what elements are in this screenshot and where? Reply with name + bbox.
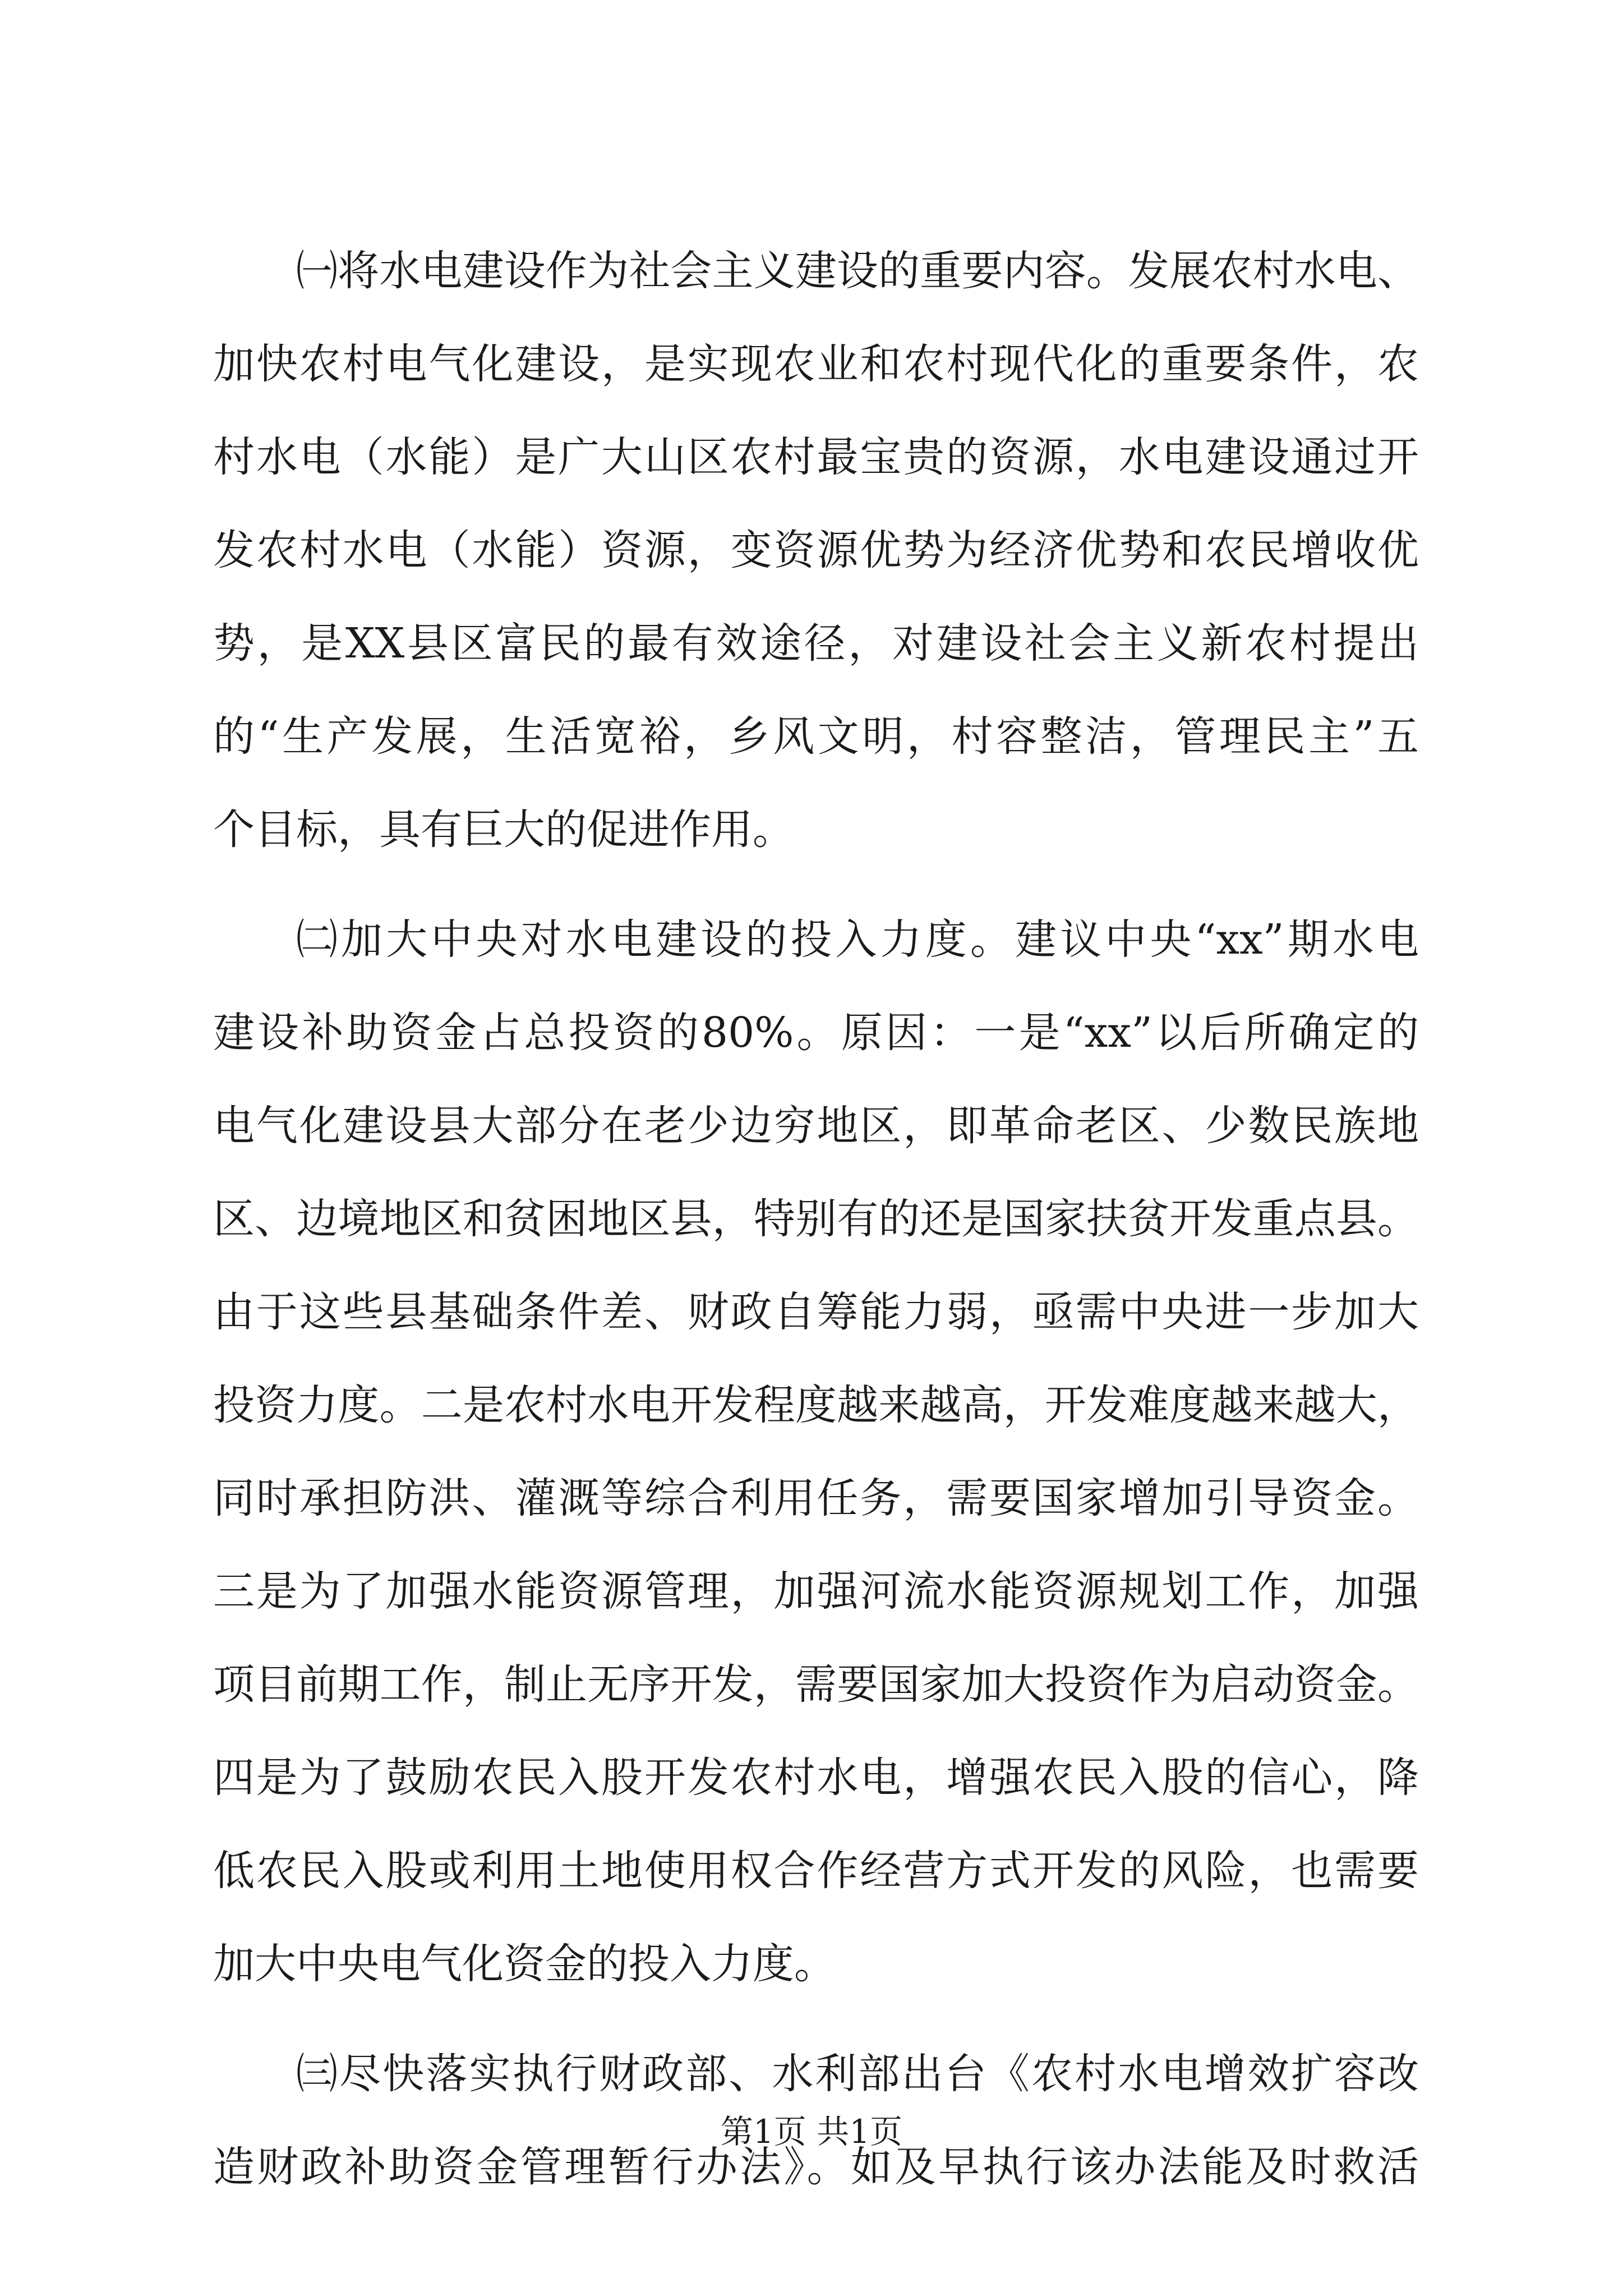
paragraph-1-line-2: 加快农村电气化建设，是实现农业和农村现代化的重要条件，农 xyxy=(213,340,1419,388)
paragraph-2-line-10: 四是为了鼓励农民入股开发农村水电，增强农民入股的信心，降 xyxy=(213,1754,1419,1802)
paragraph-2-line-2: 建设补助资金占总投资的80%。原因：一是“xx”以后所确定的 xyxy=(213,1009,1419,1057)
paragraph-3-line-2: 造财政补助资金管理暂行办法》。如及早执行该办法能及时救活 xyxy=(213,2143,1419,2191)
document-body xyxy=(213,224,1419,2214)
paragraph-2-line-1: ㈡加大中央对水电建设的投入力度。建议中央“xx”期水电 xyxy=(296,915,1419,964)
page-number-label: 第1页 共1页 xyxy=(720,2113,903,2151)
paragraph-2-line-8: 三是为了加强水能资源管理，加强河流水能资源规划工作，加强 xyxy=(213,1567,1419,1616)
paragraph-gap xyxy=(213,876,1419,893)
paragraph-2-line-6: 投资力度。二是农村水电开发程度越来越高，开发难度越来越大， xyxy=(213,1381,1419,1429)
paragraph-2-line-11: 低农民入股或利用土地使用权合作经营方式开发的风险，也需要 xyxy=(213,1847,1419,1895)
paragraph-1-line-1: ㈠将水电建设作为社会主义建设的重要内容。发展农村水电、 xyxy=(296,247,1419,295)
paragraph-2-line-12: 加大中央电气化资金的投入力度。 xyxy=(213,1940,836,1988)
paragraph-2-line-4: 区、边境地区和贫困地区县，特别有的还是国家扶贫开发重点县。 xyxy=(213,1195,1419,1243)
paragraph-1-line-6: 的“生产发展，生活宽裕，乡风文明，村容整洁，管理民主”五 xyxy=(213,712,1419,761)
paragraph-2-line-3: 电气化建设县大部分在老少边穷地区，即革命老区、少数民族地 xyxy=(213,1102,1419,1150)
paragraph-3-line-1: ㈢尽快落实执行财政部、水利部出台《农村水电增效扩容改 xyxy=(296,2050,1419,2098)
paragraph-gap xyxy=(213,2010,1419,2027)
paragraph-1-line-3: 村水电（水能）是广大山区农村最宝贵的资源，水电建设通过开 xyxy=(213,433,1419,481)
paragraph-2-line-5: 由于这些县基础条件差、财政自筹能力弱，亟需中央进一步加大 xyxy=(213,1288,1419,1336)
paragraph-2-line-7: 同时承担防洪、灌溉等综合利用任务，需要国家增加引导资金。 xyxy=(213,1474,1419,1522)
paragraph-1-line-7: 个目标，具有巨大的促进作用。 xyxy=(213,806,794,854)
paragraph-1-line-4: 发农村水电（水能）资源，变资源优势为经济优势和农民增收优 xyxy=(213,526,1419,574)
paragraph-1-line-5: 势，是XX县区富民的最有效途径，对建设社会主义新农村提出 xyxy=(213,619,1419,668)
page-footer xyxy=(0,2109,1623,2154)
paragraph-2-line-9: 项目前期工作，制止无序开发，需要国家加大投资作为启动资金。 xyxy=(213,1660,1419,1709)
